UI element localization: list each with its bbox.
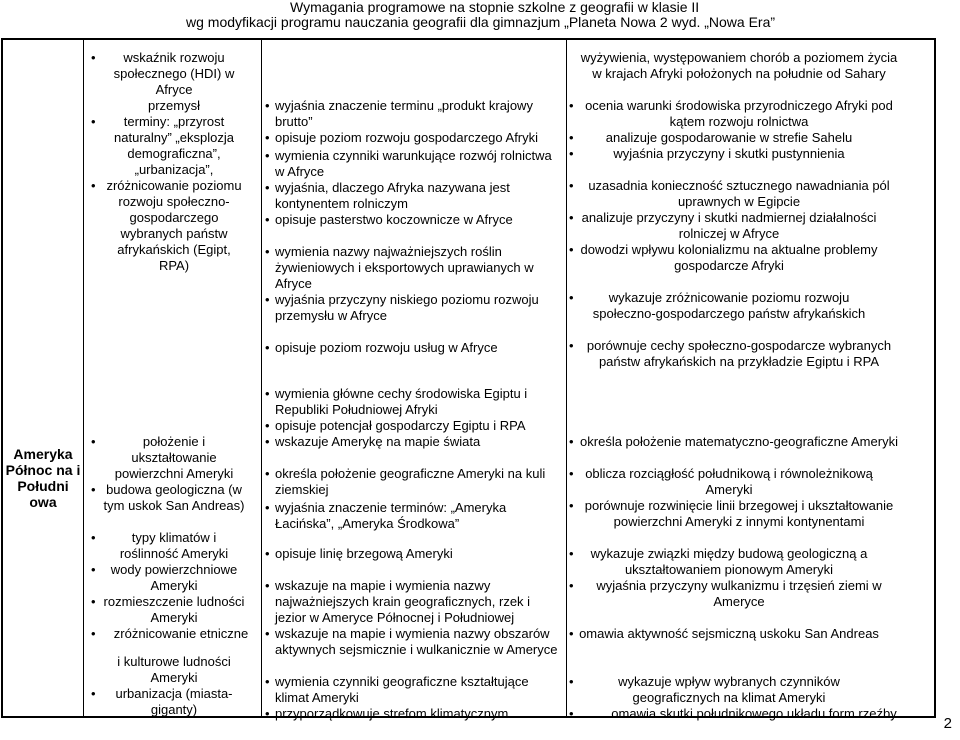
requirement-item: • ocenia warunki środowiska przyrodniczego Afryki pod kątem rozwoju rolnictwa [579,98,899,130]
topic-item: i kulturowe ludności Ameryki [117,654,231,685]
requirement-item: • omawia aktywność sejsmiczną uskoku San Andreas [579,626,879,642]
requirement-item: • wykazuje związki między budową geologiczną a ukształtowaniem pionowym Ameryki [579,546,879,578]
requirement-item: • wymienia czynniki geograficzne kształtujące klimat Ameryki [275,674,560,706]
requirement-item: • wykazuje zróżnicowanie poziomu rozwoju społeczno-gospodarczego państw afrykańskich [579,290,879,322]
requirement-item: • wyjaśnia znaczenie terminu „produkt krajowy brutto” [275,98,560,130]
requirement-item: • porównuje rozwinięcie linii brzegowej i ukształtowanie powierzchni Ameryki z innymi kontynentami [579,498,899,530]
column-divider [566,40,567,716]
requirements-table [1,38,936,721]
header-line-2: wg modyfikacji programu nauczania geografii dla gimnazjum „Planeta Nowa 2 wyd. „Nowa Era” [186,14,776,30]
topic-item: • terminy: „przyrost naturalny” „eksplozja demograficzna”, „urbanizacja”, [101,114,247,178]
topic-item: • wody powierzchniowe Ameryki [101,562,247,594]
requirement-item: • opisuje poziom rozwoju usług w Afryce [275,340,560,356]
requirement-item: • omawia skutki południkowego układu form rzeźby [579,706,929,722]
topic-item: • zróżnicowanie poziomu rozwoju społeczno-gospodarczego wybranych państw afrykańskich (Egipt, RPA) [101,178,247,274]
topic-item: • rozmieszczenie ludności Ameryki [101,594,247,626]
topic-item: • urbanizacja (miasta-giganty) [101,686,247,718]
requirement-item: • wyjaśnia przyczyny wulkanizmu i trzęsień ziemi w Ameryce [579,578,899,610]
topic-item: • położenie i ukształtowanie powierzchni Ameryki [101,434,247,482]
topic-item: przemysł [147,98,200,113]
requirement-item: • analizuje gospodarowanie w strefie Sahelu [579,130,879,146]
column-divider [261,40,262,716]
requirement-item: • wskazuje na mapie i wymienia nazwy obszarów aktywnych sejsmicznie i wulkanicznie w Ameryce [275,626,560,658]
requirement-item: • uzasadnia konieczność sztucznego nawadniania pól uprawnych w Egipcie [579,178,899,210]
requirement-item: • wymienia główne cechy środowiska Egiptu i Republiki Południowej Afryki [275,386,560,418]
requirement-item: • wskazuje Amerykę na mapie świata [275,434,560,450]
requirement-item: • wyjaśnia znaczenie terminów: „Ameryka Łacińska”, „Ameryka Środkowa” [275,500,560,532]
requirement-item: • opisuje potencjał gospodarczy Egiptu i RPA [275,418,560,434]
requirement-item: • analizuje przyczyny i skutki nadmiernej działalności rolniczej w Afryce [579,210,879,242]
topic-item: • budowa geologiczna (w tym uskok San Andreas) [101,482,247,514]
page-number: 2 [943,715,952,732]
column-divider [83,40,84,716]
requirement-item: • dowodzi wpływu kolonializmu na aktualne problemy gospodarcze Afryki [579,242,879,274]
requirement-item: • wyjaśnia przyczyny i skutki pustynnienia [579,146,879,162]
region-label: Ameryka Północ na i Południ owa [5,446,81,510]
requirement-item: • wymienia nazwy najważniejszych roślin żywieniowych i eksportowych uprawianych w Afryce [275,244,555,292]
requirement-item: • przyporządkowuje strefom klimatycznym [275,706,560,722]
requirement-item: • wyjaśnia, dlaczego Afryka nazywana jest kontynentem rolniczym [275,180,560,212]
topic-item: • zróżnicowanie etniczne [101,626,261,642]
header-line-1: Wymagania programowe na stopnie szkolne z geografii w klasie II [290,0,700,15]
requirement-item: • wymienia czynniki warunkujące rozwój rolnictwa w Afryce [275,148,560,180]
topic-item: • wskaźnik rozwoju społecznego (HDI) w Afryce [101,50,247,98]
requirement-item: • oblicza rozciągłość południkową i równoleżnikową Ameryki [579,466,879,498]
requirement-item: • wykazuje wpływ wybranych czynników geograficznych na klimat Ameryki [579,674,879,706]
requirement-item: • opisuje pasterstwo koczownicze w Afryce [275,212,560,228]
requirement-item: • opisuje linię brzegową Ameryki [275,546,560,562]
requirement-item: wyżywienia, występowaniem chorób a poziomem życia w krajach Afryki położonych na południe od Sahary [580,50,898,81]
requirement-item: • opisuje poziom rozwoju gospodarczego Afryki [275,130,560,146]
requirement-item: • porównuje cechy społeczno-gospodarcze wybranych państw afrykańskich na przykładzie Egiptu i RPA [579,338,899,370]
requirement-item: • określa położenie matematyczno-geograficzne Ameryki [579,434,899,450]
requirement-item: • określa położenie geograficzne Ameryki na kuli ziemskiej [275,466,560,498]
topic-item: • typy klimatów i roślinność Ameryki [101,530,247,562]
requirement-item: • wskazuje na mapie i wymienia nazwy najważniejszych krain geograficznych, rzek i jezior w Ameryce Północnej i Południowej [275,578,560,626]
requirement-item: • wyjaśnia przyczyny niskiego poziomu rozwoju przemysłu w Afryce [275,292,560,324]
